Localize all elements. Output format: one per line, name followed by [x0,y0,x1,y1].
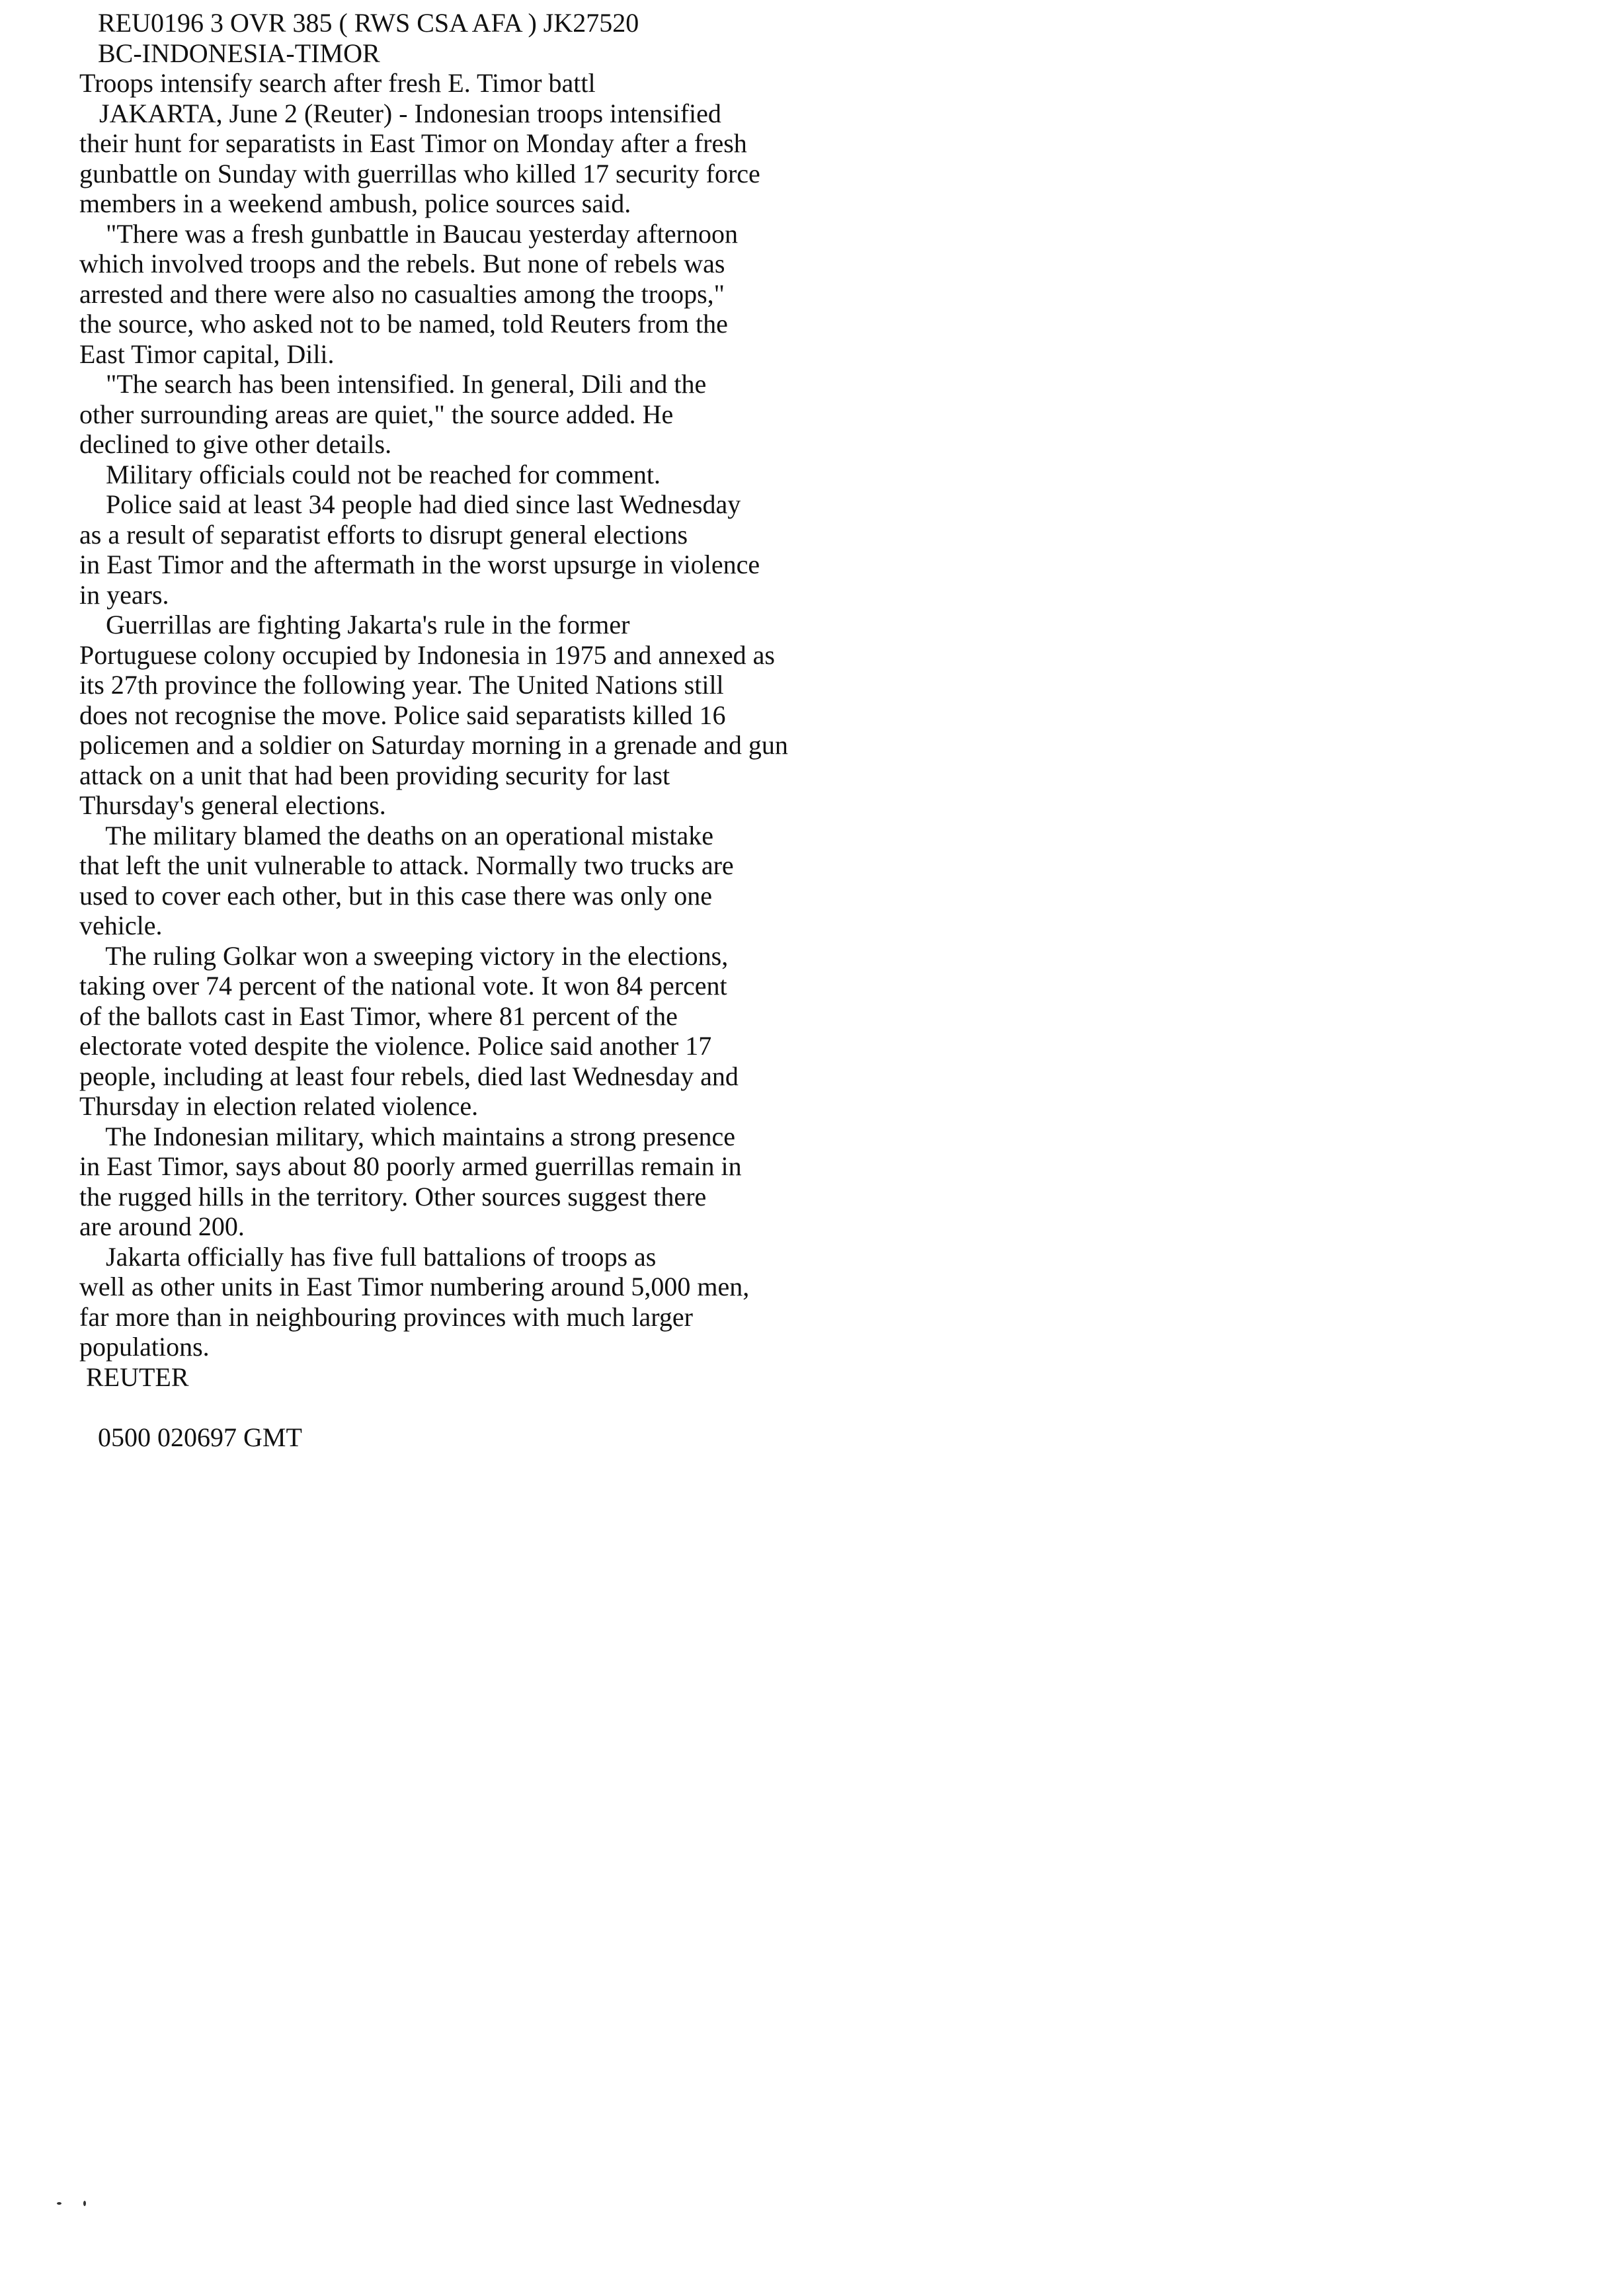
headline: Troops intensify search after fresh E. Timor battl [79,68,596,98]
body-line: attack on a unit that had been providing security for last [79,760,670,790]
body-line: in years. [79,579,169,610]
body-line: used to cover each other, but in this case there was only one [79,880,712,911]
header-line: REU0196 3 OVR 385 ( RWS CSA AFA ) JK27520 [98,8,639,38]
body-line: declined to give other details. [79,429,392,459]
body-line: taking over 74 percent of the national vote. It won 84 percent [79,971,727,1001]
body-line: gunbattle on Sunday with guerrillas who killed 17 security force [79,158,760,188]
body-line: in East Timor and the aftermath in the worst upsurge in violence [79,550,760,579]
body-line: far more than in neighbouring provinces with much larger [79,1301,693,1332]
body-line: that left the unit vulnerable to attack. Normally two trucks are [79,850,734,880]
body-line: in East Timor, says about 80 poorly armed guerrillas remain in [79,1151,742,1181]
body-line: vehicle. [79,911,163,940]
body-line: Guerrillas are fighting Jakarta's rule in the former [79,610,630,639]
body-line: Police said at least 34 people had died since last Wednesday [79,489,741,519]
wire-story [79,8,965,1452]
body-line: electorate voted despite the violence. Police said another 17 [79,1031,712,1061]
body-line: JAKARTA, June 2 (Reuter) - Indonesian troops intensified [79,98,721,128]
slug-line: BC-INDONESIA-TIMOR [98,38,380,68]
body-line: the rugged hills in the territory. Other sources suggest there [79,1181,707,1211]
blank-line [79,1392,965,1422]
body-line: arrested and there were also no casualties among the troops," [79,278,725,309]
body-line: East Timor capital, Dili. [79,339,335,369]
body-line: well as other units in East Timor numbering around 5,000 men, [79,1272,750,1301]
body-line: The ruling Golkar won a sweeping victory in the elections, [79,940,729,971]
body-line: as a result of separatist efforts to disrupt general elections [79,519,688,550]
body-line: Thursday in election related violence. [79,1091,479,1121]
body-line: members in a weekend ambush, police sources said. [79,188,631,218]
body-line: its 27th province the following year. The United Nations still [79,670,724,700]
body-line: Portuguese colony occupied by Indonesia in 1975 and annexed as [79,639,775,670]
body-line: other surrounding areas are quiet," the source added. He [79,399,674,429]
body-line: does not recognise the move. Police said separatists killed 16 [79,700,726,730]
body-line: are around 200. [79,1211,245,1241]
body-line: populations. [79,1332,210,1362]
body-line: Military officials could not be reached for comment. [79,459,661,489]
body-line: which involved troops and the rebels. But none of rebels was [79,249,725,278]
body-line: people, including at least four rebels, died last Wednesday and [79,1061,739,1091]
body-line: Thursday's general elections. [79,790,386,820]
body-line: The Indonesian military, which maintains a strong presence [79,1121,735,1151]
transmission-timestamp: 0500 020697 GMT [98,1422,302,1452]
body-line: The military blamed the deaths on an operational mistake [79,820,713,850]
body-line: their hunt for separatists in East Timor on Monday after a fresh [79,128,747,158]
scan-speck [83,2201,86,2206]
body-line: the source, who asked not to be named, told Reuters from the [79,309,728,339]
scan-speck [57,2202,61,2205]
body-line: policemen and a soldier on Saturday morning in a grenade and gun [79,730,788,760]
body-line: Jakarta officially has five full battalions of troops as [79,1241,657,1272]
body-line: of the ballots cast in East Timor, where 81 percent of the [79,1001,678,1031]
body-line: "The search has been intensified. In general, Dili and the [79,369,707,399]
signoff: REUTER [79,1362,189,1392]
body-line: "There was a fresh gunbattle in Baucau yesterday afternoon [79,218,738,249]
